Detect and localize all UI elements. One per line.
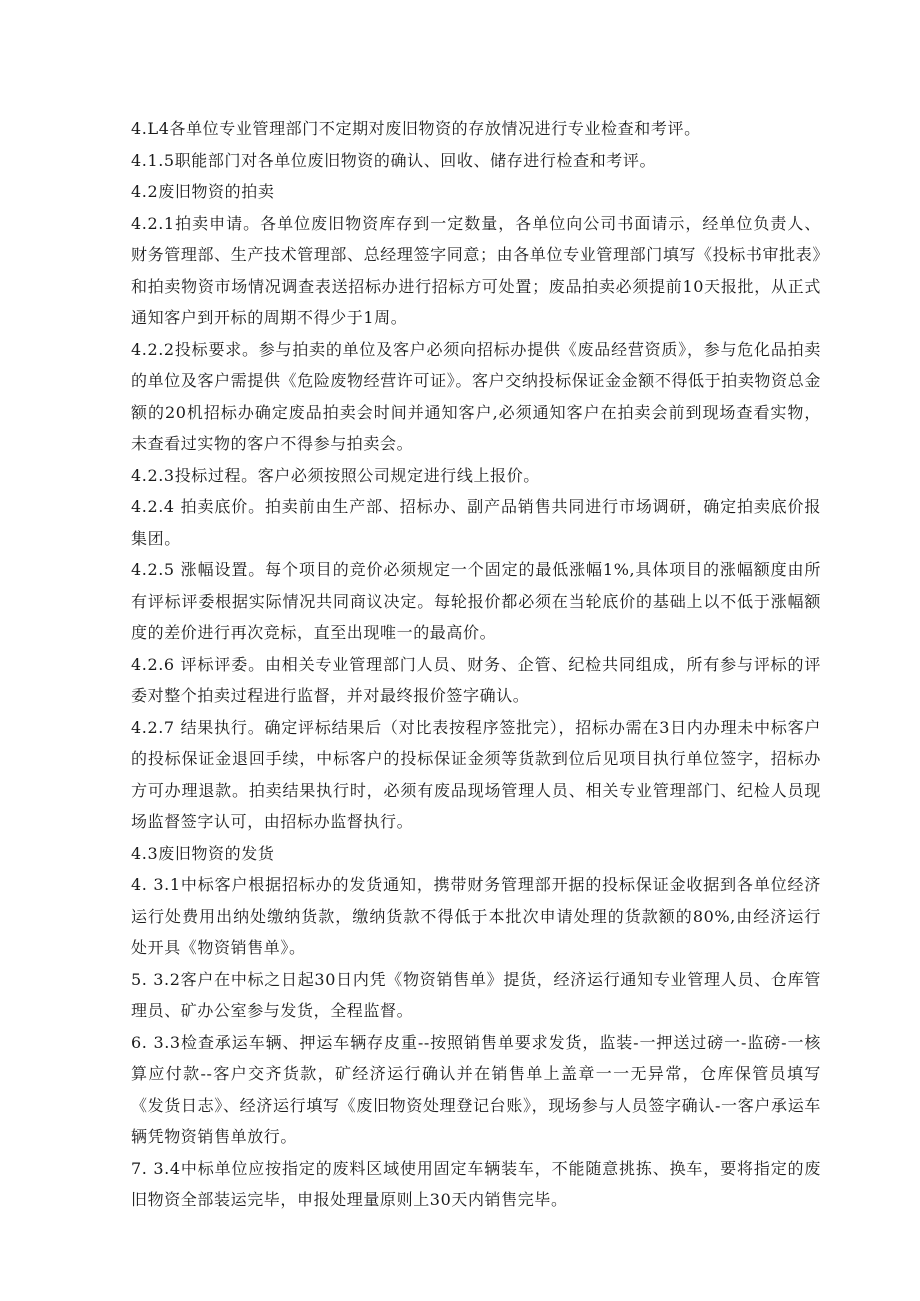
- paragraph-4-2-4: 4.2.4 拍卖底价。拍卖前由生产部、招标办、副产品销售共同进行市场调研，确定拍卖底价报集团。: [131, 497, 821, 548]
- paragraph-4-2-6: 4.2.6 评标评委。由相关专业管理部门人员、财务、企管、纪检共同组成，所有参与评标的评委对整个拍卖过程进行监督，并对最终报价签字确认。: [131, 654, 821, 705]
- paragraph-4-2-2: 4.2.2投标要求。参与拍卖的单位及客户必须向招标办提供《废品经营资质》，参与危化品拍卖的单位及客户需提供《危险废物经营许可证》。客户交纳投标保证金金额不得低于拍卖物资总金额的20机招标办确定废品拍卖会时间并通知客户,必须通知客户在拍卖会前到现场查看实物，未查看过实物的客户不得参与拍卖会。: [131, 339, 821, 453]
- paragraph-4-1-4: 4.L4各单位专业管理部门不定期对废旧物资的存放情况进行专业检查和考评。: [131, 119, 701, 138]
- paragraph-4-3-3: 6. 3.3检查承运车辆、押运车辆存皮重--按照销售单要求发货，监装-一押送过磅一-监磅-一核算应付款--客户交齐货款，矿经济运行确认并在销售单上盖章一一无异常，仓库保管员填写《发货日志》、经济运行填写《废旧物资处理登记台账》，现场参与人员签字确认-一客户承运车辆凭物资销售单放行。: [131, 1032, 821, 1146]
- section-heading-4-2: 4.2废旧物资的拍卖: [131, 182, 275, 201]
- document-body: [131, 113, 821, 1216]
- paragraph-4-2-7: 4.2.7 结果执行。确定评标结果后（对比表按程序签批完），招标办需在3日内办理未中标客户的投标保证金退回手续，中标客户的投标保证金须等货款到位后见项目执行单位签字，招标办方可办理退款。拍卖结果执行时，必须有废品现场管理人员、相关专业管理部门、纪检人员现场监督签字认可，由招标办监督执行。: [131, 717, 821, 831]
- paragraph-4-3-4: 7. 3.4中标单位应按指定的废料区域使用固定车辆装车，不能随意挑拣、换车，要将指定的废旧物资全部装运完毕，申报处理量原则上30天内销售完毕。: [131, 1158, 821, 1209]
- paragraph-4-3-2: 5. 3.2客户在中标之日起30日内凭《物资销售单》提货，经济运行通知专业管理人员、仓库管理员、矿办公室参与发货，全程监督。: [131, 969, 821, 1020]
- paragraph-4-2-5: 4.2.5 涨幅设置。每个项目的竞价必须规定一个固定的最低涨幅1%,具体项目的涨幅额度由所有评标评委根据实际情况共同商议决定。每轮报价都必须在当轮底价的基础上以不低于涨幅额度的差价进行再次竞标，直至出现唯一的最高价。: [131, 560, 821, 642]
- paragraph-4-2-3: 4.2.3投标过程。客户必须按照公司规定进行线上报价。: [131, 465, 540, 485]
- paragraph-4-3-1: 4. 3.1中标客户根据招标办的发货通知，携带财务管理部开据的投标保证金收据到各单位经济运行处费用出纳处缴纳货款，缴纳货款不得低于本批次申请处理的货款额的80%,由经济运行处开具《物资销售单》。: [131, 875, 821, 957]
- section-heading-4-3: 4.3废旧物资的发货: [131, 843, 275, 863]
- paragraph-4-1-5: 4.1.5职能部门对各单位废旧物资的确认、回收、储存进行检查和考评。: [131, 150, 657, 170]
- paragraph-4-2-1: 4.2.1拍卖申请。各单位废旧物资库存到一定数量，各单位向公司书面请示，经单位负责人、财务管理部、生产技术管理部、总经理签字同意；由各单位专业管理部门填写《投标书审批表》和拍卖物资市场情况调查表送招标办进行招标方可处置；废品拍卖必须提前10天报批，从正式通知客户到开标的周期不得少于1周。: [131, 213, 821, 327]
